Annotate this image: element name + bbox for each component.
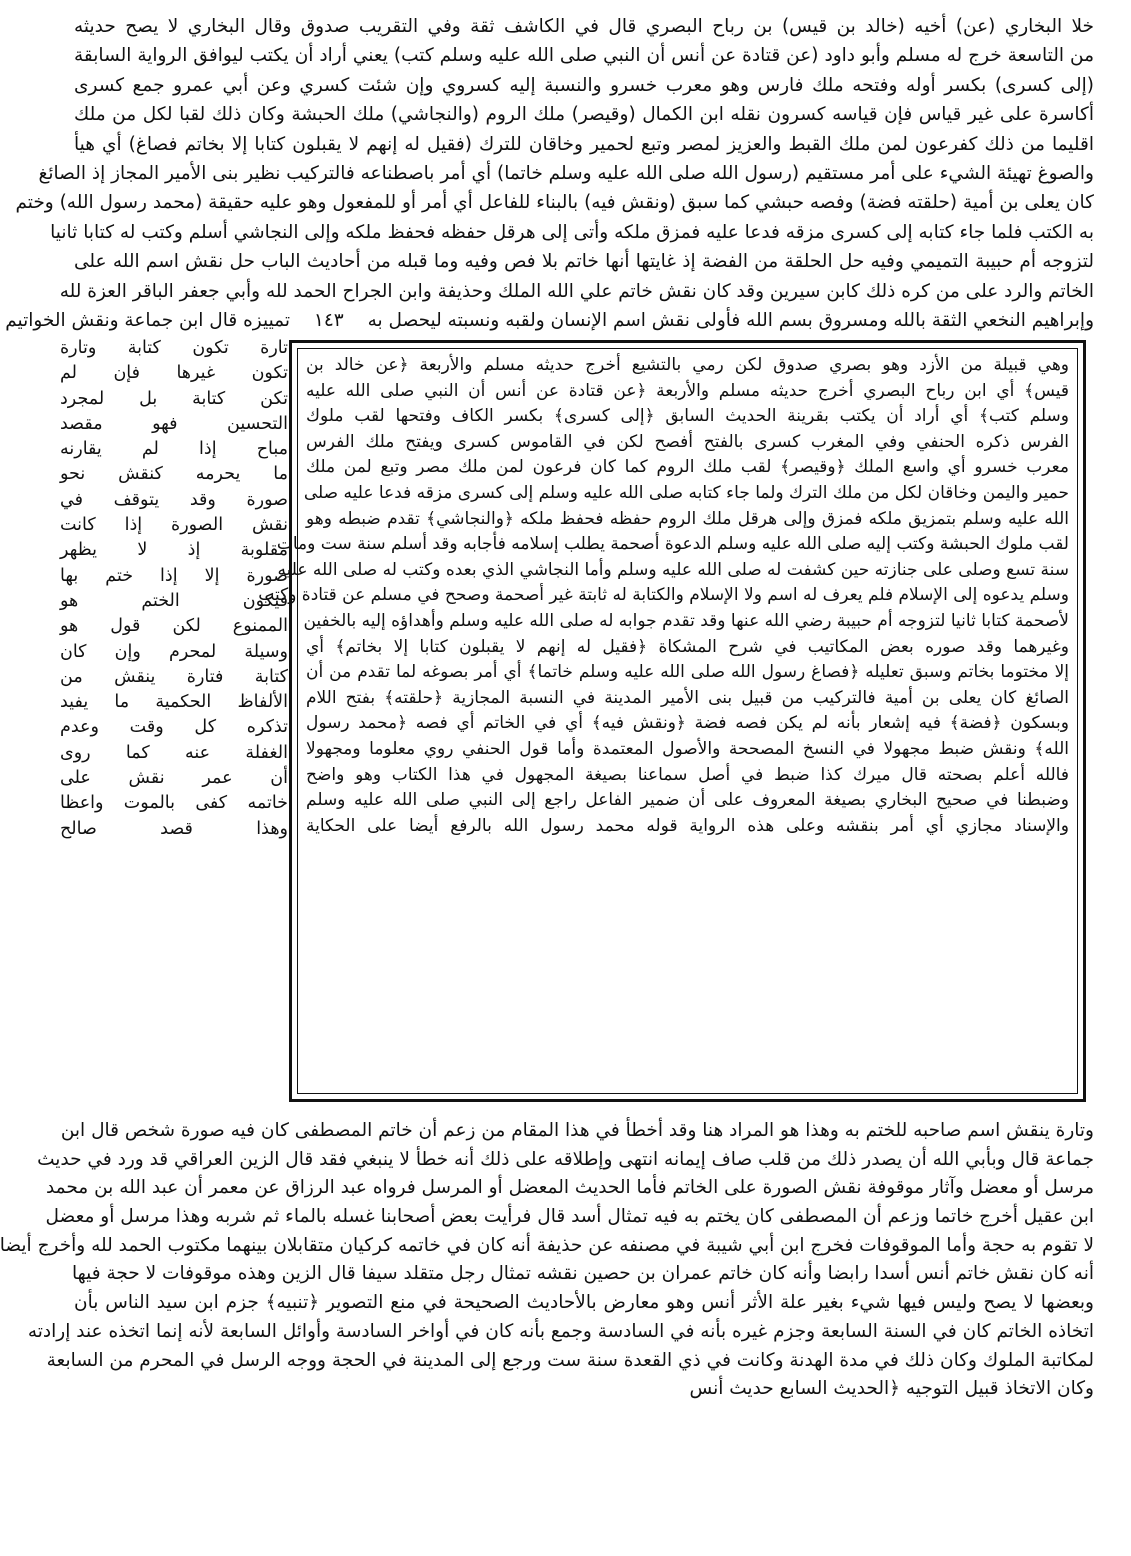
text-line: مرسل أو معضل وآثار موقوفة نقش الصورة على الخاتم فأما الحديث المعضل أو المرسل فرواه عبد الرزاق عن معمر أن عبد الله بن محمد xyxy=(45,1177,1094,1199)
margin-line: مقلوبة إذ لا يظهر xyxy=(60,540,288,561)
margin-line: خاتمه كفى بالموت واعظا xyxy=(60,793,288,814)
text-line-with-page-number xyxy=(5,306,1094,335)
commentary-line: قيس﴾ أي ابن رباح البصري أخرج حديثه مسلم والأربعة ﴿عن قتادة عن أنس أن النبي صلى الله عليه xyxy=(306,380,1069,401)
commentary-line: الله عليه وسلم بتمزيق ملكه فمزق وإلى هرقل ملك الروم حفظه فحفظ ملكه ﴿والنجاشي﴾ تقدم ضبطه وهو xyxy=(306,508,1069,529)
text-line: خلا البخاري (عن) أخيه (خالد بن قيس) بن رباح البصري قال في الكاشف ثقة وفي التقريب صدوق وقال البخاري لا يصح حديثه xyxy=(74,16,1094,37)
text-line: وبعضها لا يصح وليس فيها شيء بغير علة الأثر أنس وهو معارض بالأحاديث الصحيحة في منع التصوير ﴿تنبيه﴾ جزم ابن سيد الناس بأن xyxy=(74,1292,1094,1314)
text-line: لتزوجه أم حبيبة التميمي وفيه حل الحلقة من الفضة إذ غايتها أنها خاتم بلا فص وفيه وما قبله من أحاديث الباب حل نقش اسم الله على xyxy=(74,251,1094,273)
margin-line: وهذا قصد صالح xyxy=(60,818,288,839)
commentary-line: سنة تسع وصلى على جنازته حين كشفت له صلى الله عليه وسلم وأما النجاشي الذي بعده وكتب له صلى الله عليه xyxy=(277,559,1069,580)
commentary-line: إلا مختوما بخاتم وسبق تعليله ﴿فصاغ رسول الله صلى الله عليه وسلم خاتما﴾ أي أمر بصوغه لما تقدم من أن xyxy=(306,662,1069,683)
text-line: اتخاذه الخاتم كان في السنة السابعة وجزم غيره بأنه في السادسة وجمع بأنه كان في أواخر السادسة وأوائل السابعة لأنه إنما اتخذه عند إرادته xyxy=(27,1320,1094,1342)
text-line: وتارة ينقش اسم صاحبه للختم به وهذا هو المراد هنا وقد أخطأ في هذا المقام من زعم أن خاتم المصطفى كان فيه صورة شخص قال ابن xyxy=(60,1120,1094,1141)
margin-line: تكون غيرها فإن لم xyxy=(60,363,288,384)
commentary-box-inner xyxy=(258,348,1078,1094)
text-line: لا تقوم به حجة وأما الموقوفات فخرج ابن أبي شيبة في مصنفه عن حذيفة أنه كان في خاتمه كركيان متقابلان بينهما مكتوب الحمد لله وأخرج أيضا xyxy=(0,1234,1094,1256)
margin-line: صورة وقد يتوقف في xyxy=(60,489,288,510)
margin-line: الممنوع لكن قول هو xyxy=(60,616,288,637)
margin-line: تذكره كل وقت وعدم xyxy=(60,717,288,738)
commentary-line: وسلم يدعوه إلى الإسلام فلم يعرف له اسم ولا الإسلام والكتابة له ثابتة غير أصحمة وصحح في مسلم عن قتادة وكتب xyxy=(258,585,1069,606)
text-line: كان يعلى بن أمية (حلقته فضة) وفصه حبشي كما سبق (ونقش فيه) بالبناء للفاعل أي أمر أو للمفعول وهو عليه حقيقة (محمد رسول الله) وختم xyxy=(15,192,1094,214)
top-text-block xyxy=(5,12,1094,335)
text-line: جماعة قال وبأبي الله أن يصدر ذلك من قلب صاف إيمانه انتهى وإطلاقه على ذلك أنه خطأ لا ينبغي فقد قال الزين العراقي قد ورد في حديث xyxy=(37,1148,1094,1170)
margin-line: مباح إذا لم يقارنه xyxy=(60,439,288,460)
commentary-line: لأصحمة كتابا ثانيا لتزوجه أم حبيبة رضي الله عنها وقد تقدم جوابه له صلى الله عليه وسلم وأهداؤه إليه بالخفين xyxy=(303,610,1069,631)
commentary-box xyxy=(258,340,1086,1102)
commentary-line: الصائغ كان يعلى بن أمية فالتركيب من قبيل بنى الأمير المدينة في النسبة المجازية ﴿حلقته﴾ بفتح اللام xyxy=(306,687,1069,708)
text-line: (إلى كسرى) بكسر أوله وفتحه ملك فارس وهو معرب خسرو والنسبة إليه كسروي وإن شئت كسري وعن أبي عمرو جمع كسرى xyxy=(74,74,1094,96)
text-line: أكاسرة على غير قياس فإن قياسه كسرون نقله ابن الكمال (وقيصر) ملك الروم (والنجاشي) ملك الحبشة وكان ذلك لقبا لكل من ملك xyxy=(74,104,1094,126)
page-number: ١٤٣ xyxy=(313,309,344,331)
text-line: به الكتب فلما جاء كتابه إلى كسرى مزقه فدعا عليه فمزق ملكه وأتى إلى هرقل حفظه فحفظ ملكه وإلى النجاشي أسلم وكتب له كتابا ثانيا xyxy=(50,221,1094,243)
margin-line: أن عمر نقش على xyxy=(60,768,288,789)
text-line: لمكاتبة الملوك وكان ذلك في مدة الهدنة وكانت في ذي القعدة سنة ست ورجع إلى المدينة في الحجة ووجه الرسل في المحرم من السابعة xyxy=(46,1349,1094,1371)
text-line: أنه كان نقش خاتم أنس أسدا رابضا وأنه كان خاتم عمران بن حصين نقشه تمثال رجل متقلد سيفا قال الزين وهذه موقوفات لا حجة فيها xyxy=(71,1263,1094,1285)
text-line: وكان الاتخاذ قبيل التوجيه ﴿الحديث السابع حديث أنس xyxy=(689,1378,1094,1400)
commentary-line: وغيرهما وقد صوره بعض المكاتيب في شرح المشكاة ﴿فقيل له إنهم لا يقبلون كتابا إلا بخاتم﴾ أي xyxy=(306,636,1069,657)
text-line: من التاسعة خرج له مسلم وأبو داود (عن قتادة عن أنس أن النبي صلى الله عليه وسلم كتب) يعني أراد أن يكتب ليوافق الرواية السابقة xyxy=(74,45,1094,67)
margin-line: صورة إلا إذا ختم بها xyxy=(60,565,288,586)
commentary-line: الفرس ذكره الحنفي وفي المغرب كسرى بالفتح أفصح لكن في القاموس كسرى ويفتح ملك الفرس xyxy=(306,431,1069,452)
margin-line: كتابة فتارة ينقش من xyxy=(60,666,288,687)
commentary-line: وضبطنا في صحيح البخاري بصيغة المعروف على أن ضمير الفاعل راجع إلى النبي صلى الله عليه وسلم xyxy=(306,790,1069,811)
commentary-line: وسلم كتب﴾ أي أراد أن يكتب بقرينة الحديث السابق ﴿إلى كسرى﴾ بكسر الكاف وفتحها لقب ملوك xyxy=(306,406,1069,427)
margin-line: التحسين فهو مقصد xyxy=(60,413,288,434)
text-segment: وإبراهيم النخعي الثقة بالله ومسروق بسم الله فأولى نقش اسم الإنسان ولقبه ونسبته ليحصل به xyxy=(367,309,1094,331)
commentary-line: معرب خسرو أي واسع الملك ﴿وقيصر﴾ لقب ملك الروم كما كان فرعون لمن ملك مصر وتبع لمن ملك xyxy=(306,457,1069,478)
commentary-line: حمير واليمن وخاقان لكل من ملك الترك ولما جاء كتابه صلى الله عليه وسلم إلى كسرى مزقه فدعا عليه صلى xyxy=(303,482,1069,503)
commentary-line: وهي قبيلة من الأزد وهو بصري صدوق لكن رمي بالتشيع أخرج حديثه مسلم والأربعة ﴿عن خالد بن xyxy=(306,355,1069,375)
commentary-line: فالله أعلم بصحته قال ميرك كذا ضبط في أصل سماعنا بصيغة المجهول في هذا الكتاب وهو واضح xyxy=(306,764,1069,785)
text-line: ابن عقيل أخرج خاتما وزعم أن المصطفى كان يختم به فيه تمثال أسد قال فرأيت بعض أصحابنا غسله بالماء ثم شربه وهذا مرسل أو معضل xyxy=(45,1206,1094,1228)
text-line: الخاتم والرد على من كره ذلك كابن سيرين وقد كان نقش خاتم علي الله الملك وحذيفة وابن الجراح الحمد لله وأبي جعفر الباقر العزة لله xyxy=(59,280,1094,302)
margin-line: وسيلة لمحرم وإن كان xyxy=(60,641,288,662)
text-line: اقليما من ذلك كفرعون لمن ملك القبط والعزيز لمصر وتبع لحمير وخاقان للترك (فقيل له إنهم لا يقبلون كتابا إلا بخاتم فصاغ) أي هيأ xyxy=(74,133,1094,155)
commentary-line: لقب ملوك الحبشة وكتب إليه صلى الله عليه وسلم الدعوة أصحمة يطلب إسلامه فأجابه وقد أسلم سنة ست ومات xyxy=(276,534,1069,555)
margin-line: الألفاظ الحكمية ما يفيد xyxy=(60,692,288,713)
margin-line: ما يحرمه كنقش نحو xyxy=(60,464,288,485)
margin-line: الغفلة عنه كما روى xyxy=(60,742,288,763)
margin-line: تارة تكون كتابة وتارة xyxy=(60,338,288,358)
text-line: والصوغ تهيئة الشيء على أمر مستقيم (رسول الله صلى الله عليه وسلم خاتما) أي أمر باصطناعه فالتركيب نظير بنى الأمير المجاز إذ الصائغ xyxy=(38,162,1094,184)
margin-column xyxy=(60,336,288,842)
text-segment: تمييزه قال ابن جماعة ونقش الخواتيم xyxy=(5,309,291,331)
commentary-line: وبسكون ﴿فضة﴾ فيه إشعار بأنه لم يكن فصه فضة ﴿ونقش فيه﴾ أي في الخاتم أي فصه ﴿محمد رسول xyxy=(306,713,1069,734)
commentary-line: الله﴾ ونقش ضبط مجهولا في النسخ المصححة والأصول المعتمدة وأما قول الحنفي روي معلوما ومجهولا xyxy=(306,738,1069,759)
bottom-text-block xyxy=(0,1117,1094,1404)
margin-line: تكن كتابة بل لمجرد xyxy=(60,388,288,409)
commentary-line: والإسناد مجازي أي أمر بنقشه وعلى هذه الرواية قوله محمد رسول الله بالرفع أيضا على الحكاية xyxy=(306,815,1069,836)
margin-line: نقش الصورة إذا كانت xyxy=(60,515,288,536)
margin-line: فيكون الختم هو xyxy=(60,590,288,611)
